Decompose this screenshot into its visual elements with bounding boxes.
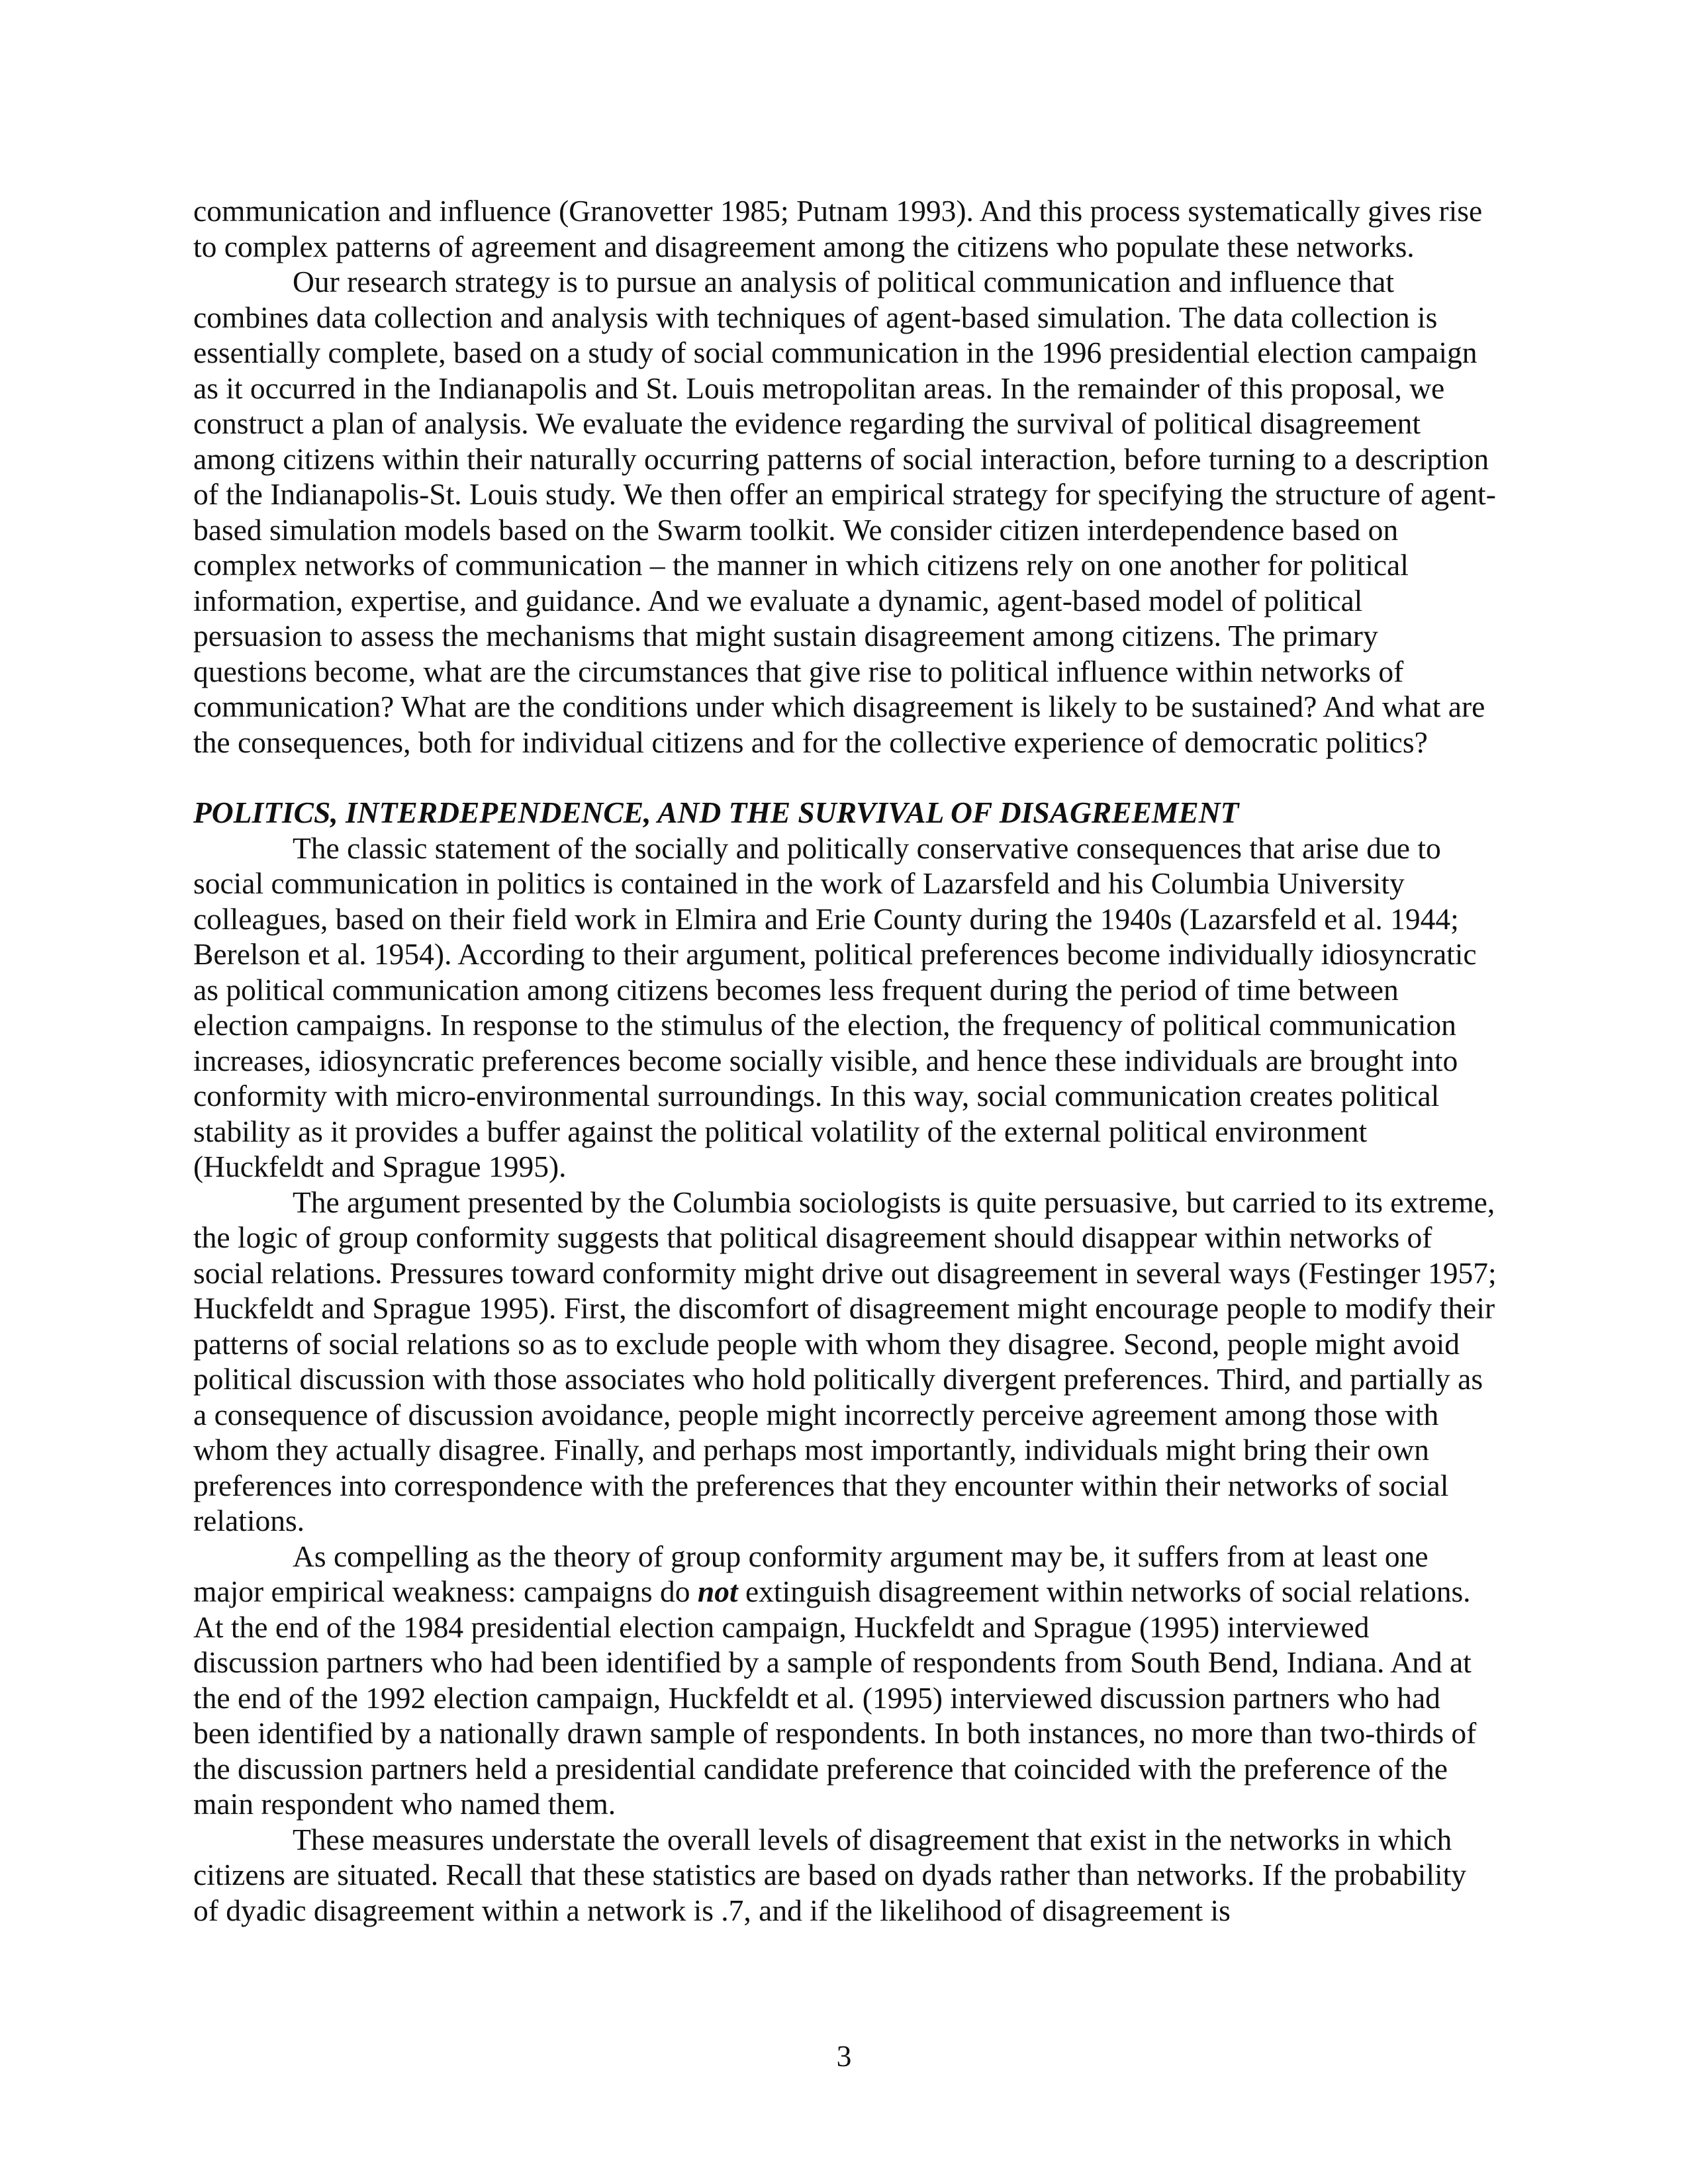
- paragraph-research-strategy: Our research strategy is to pursue an analysis of political communication and influence that combines data collection and analysis with techniques of agent-based simulation. The data collection is essentially complete, based on a study of social communication in the 1996 presidential election campaign as it occurred in the Indianapolis and St. Louis metropolitan areas. In the remainder of this proposal, we construct a plan of analysis. We evaluate the evidence regarding the survival of political disagreement among citizens within their naturally occurring patterns of social interaction, before turning to a description of the Indianapolis-St. Louis study. We then offer an empirical strategy for specifying the structure of agent-based simulation models based on the Swarm toolkit. We consider citizen interdependence based on complex networks of communication – the manner in which citizens rely on one another for political information, expertise, and guidance. And we evaluate a dynamic, agent-based model of political persuasion to assess the mechanisms that might sustain disagreement among citizens. The primary questions become, what are the circumstances that give rise to political influence within networks of communication? What are the conditions under which disagreement is likely to be sustained? And what are the consequences, both for individual citizens and for the collective experience of democratic politics?: [193, 265, 1496, 759]
- paragraph-columbia-argument: The argument presented by the Columbia sociologists is quite persuasive, but carried to its extreme, the logic of group conformity suggests that political disagreement should disappear within networks of social relations. Pressures toward conformity might drive out disagreement in several ways (Festinger 1957; Huckfeldt and Sprague 1995). First, the discomfort of disagreement might encourage people to modify their patterns of social relations so as to exclude people with whom they disagree. Second, people might avoid political discussion with those associates who hold politically divergent preferences. Third, and partially as a consequence of discussion avoidance, people might incorrectly perceive agreement among those with whom they actually disagree. Finally, and perhaps most importantly, individuals might bring their own preferences into correspondence with the preferences that they encounter within their networks of social relations.: [193, 1185, 1497, 1537]
- paragraph-text-before-emphasis: As compelling as the theory of group conformity argument may be, it suffers from at least one major empirical weakness: campaigns do: [193, 1539, 1429, 1608]
- section-heading: POLITICS, INTERDEPENDENCE, AND THE SURVIVAL OF DISAGREEMENT: [193, 796, 1239, 829]
- paragraph-continued: communication and influence (Granovetter 1985; Putnam 1993). And this process systematically gives rise to complex patterns of agreement and disagreement among the citizens who populate these networks.: [193, 194, 1483, 263]
- paragraph-measures: These measures understate the overall levels of disagreement that exist in the networks in which citizens are situated. Recall that these statistics are based on dyads rather than networks. If the probability of dyadic disagreement within a network is .7, and if the likelihood of disagreement is: [193, 1822, 1466, 1927]
- paragraph-group-conformity: [193, 1539, 1499, 1822]
- paragraph-classic-statement: The classic statement of the socially and politically conservative consequences that arise due to social communication in politics is contained in the work of Lazarsfeld and his Columbia University colleagues, based on their field work in Elmira and Erie County during the 1940s (Lazarsfeld et al. 1944; Berelson et al. 1954). According to their argument, political preferences become individually idiosyncratic as political communication among citizens becomes less frequent during the period of time between election campaigns. In response to the stimulus of the election, the frequency of political communication increases, idiosyncratic preferences become socially visible, and hence these individuals are brought into conformity with micro-environmental surroundings. In this way, social communication creates political stability as it provides a buffer against the political volatility of the external political environment (Huckfeldt and Sprague 1995).: [193, 831, 1477, 1183]
- emphasis-text: not: [697, 1574, 738, 1608]
- page-number: 3: [836, 2039, 852, 2073]
- paragraph-text-after-emphasis: extinguish disagreement within networks of social relations. At the end of the 1984 presidential election campaign, Huckfeldt and Sprague (1995) interviewed discussion partners who had been identified by a sample of respondents from South Bend, Indiana. And at the end of the 1992 election campaign, Huckfeldt et al. (1995) interviewed discussion partners who had been identified by a nationally drawn sample of respondents. In both instances, no more than two-thirds of the discussion partners held a presidential candidate preference that coincided with the preference of the main respondent who named them.: [193, 1574, 1477, 1821]
- page-body: [193, 193, 1499, 1928]
